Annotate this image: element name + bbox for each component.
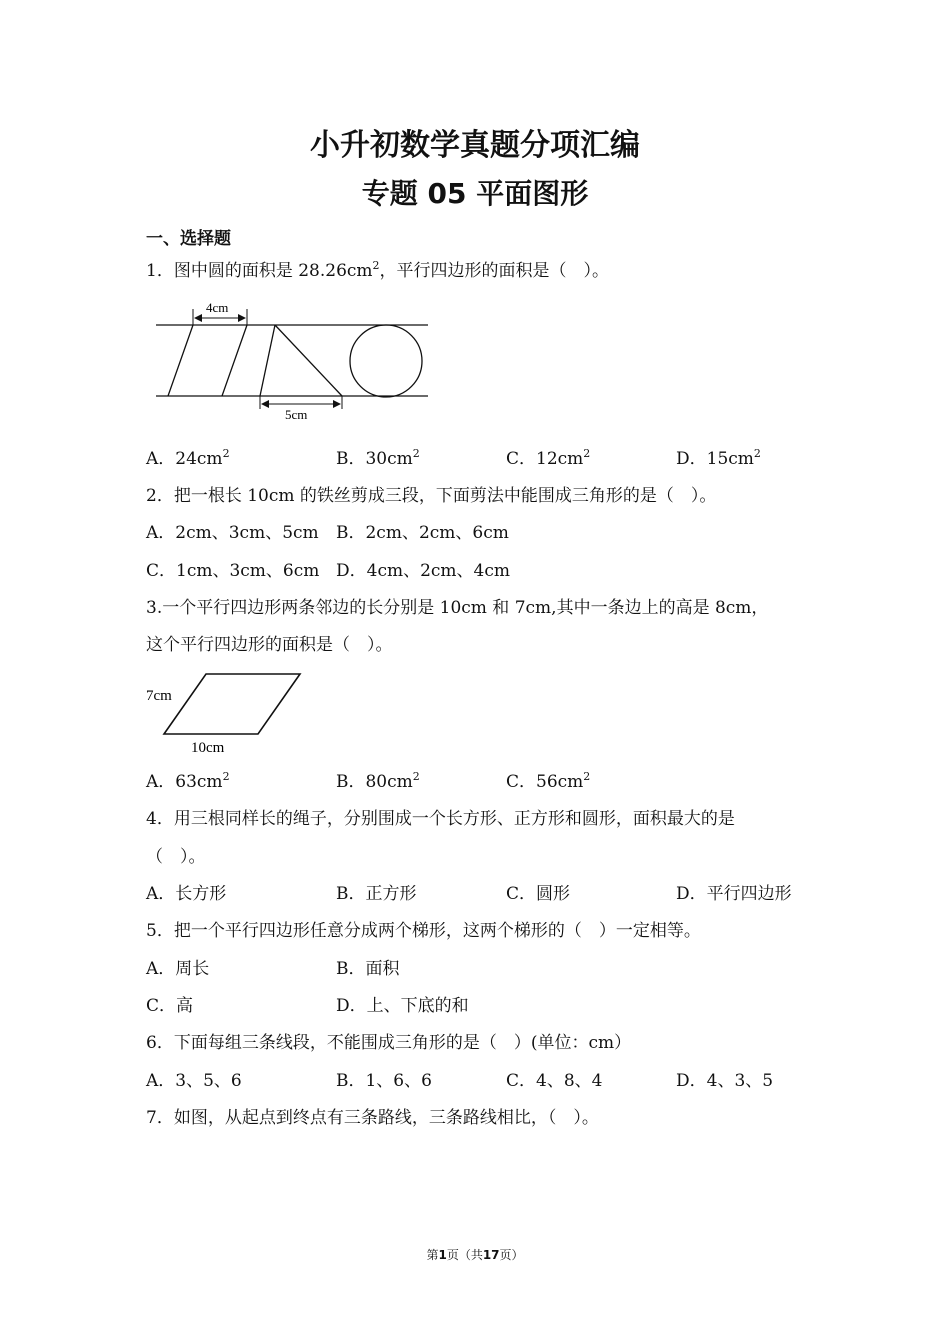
q3-option-b[interactable]: B．$80cm^2$ [336, 770, 420, 792]
q2-option-c[interactable]: C．1cm、3cm、6cm [146, 561, 320, 581]
question-7: 7．如图，从起点到终点有三条路线，三条路线相比，（ ）。 [146, 1108, 599, 1128]
triangle-right-side [275, 325, 342, 396]
q5-option-a[interactable]: A．周长 [146, 959, 210, 979]
page-total: 17 [482, 1248, 500, 1262]
q1-option-c[interactable]: C．$12cm^2$ [506, 447, 591, 469]
q6-option-b[interactable]: B．1、6、6 [336, 1071, 432, 1091]
q6-option-a[interactable]: A．3、5、6 [146, 1071, 242, 1091]
q6-option-c[interactable]: C．4、8、4 [506, 1071, 603, 1091]
q2-option-b[interactable]: B．2cm、2cm、6cm [336, 523, 509, 543]
page-number: 1 [438, 1248, 447, 1262]
q1-option-a[interactable]: A．$24cm^2$ [146, 447, 230, 469]
q5-option-d[interactable]: D．上、下底的和 [336, 996, 469, 1016]
document-subtitle: 专题 05 平面图形 [361, 177, 589, 210]
parallelogram-shape [164, 674, 300, 734]
label-10cm: 10cm [191, 740, 225, 756]
q5-option-c[interactable]: C．高 [146, 996, 194, 1016]
q4-option-b[interactable]: B．正方形 [336, 884, 417, 904]
q2-option-d[interactable]: D．4cm、2cm、4cm [336, 561, 511, 581]
figure-parallelogram [140, 668, 310, 758]
question-5: 5．把一个平行四边形任意分成两个梯形，这两个梯形的（ ）一定相等。 [146, 921, 701, 941]
section-heading: 一、选择题 [146, 229, 231, 249]
question-6: 6．下面每组三条线段，不能围成三角形的是（ ）(单位：cm） [146, 1033, 632, 1053]
q6-option-d[interactable]: D．4、3、5 [676, 1071, 774, 1091]
q1-option-d[interactable]: D．$15cm^2$ [676, 447, 761, 469]
q4-option-c[interactable]: C．圆形 [506, 884, 571, 904]
label-7cm: 7cm [146, 688, 172, 704]
question-4-line2: （ ）。 [146, 847, 206, 867]
parallelogram-right-side [222, 325, 247, 396]
figure-parallelogram-circle [150, 295, 440, 430]
question-2: 2．把一根长 10cm 的铁丝剪成三段，下面剪法中能围成三角形的是（ ）。 [146, 486, 717, 506]
q4-option-a[interactable]: A．长方形 [146, 884, 227, 904]
question-3-line1: 3.一个平行四边形两条邻边的长分别是 10cm 和 7cm,其中一条边上的高是 8cm， [146, 598, 769, 618]
q1-option-b[interactable]: B．$30cm^2$ [336, 447, 420, 469]
question-3-line2: 这个平行四边形的面积是（ ）。 [146, 635, 393, 655]
label-5cm: 5cm [285, 407, 308, 422]
question-1: 1．图中圆的面积是 $28.26cm^2$，平行四边形的面积是（ ）。 [146, 259, 610, 281]
q3-option-c[interactable]: C．$56cm^2$ [506, 770, 591, 792]
parallelogram-left-side [168, 325, 193, 396]
q2-option-a[interactable]: A．2cm、3cm、5cm [146, 523, 319, 543]
circle-shape [350, 325, 422, 397]
question-4-line1: 4．用三根同样长的绳子，分别围成一个长方形、正方形和圆形，面积最大的是 [146, 809, 735, 829]
page-footer: 第1页（共17页） [426, 1248, 524, 1262]
q4-option-d[interactable]: D．平行四边形 [676, 884, 792, 904]
label-4cm: 4cm [206, 300, 229, 315]
document-title: 小升初数学真题分项汇编 [310, 128, 640, 163]
q5-option-b[interactable]: B．面积 [336, 959, 400, 979]
triangle-left-side [260, 325, 275, 396]
q3-option-a[interactable]: A．$63cm^2$ [146, 770, 230, 792]
